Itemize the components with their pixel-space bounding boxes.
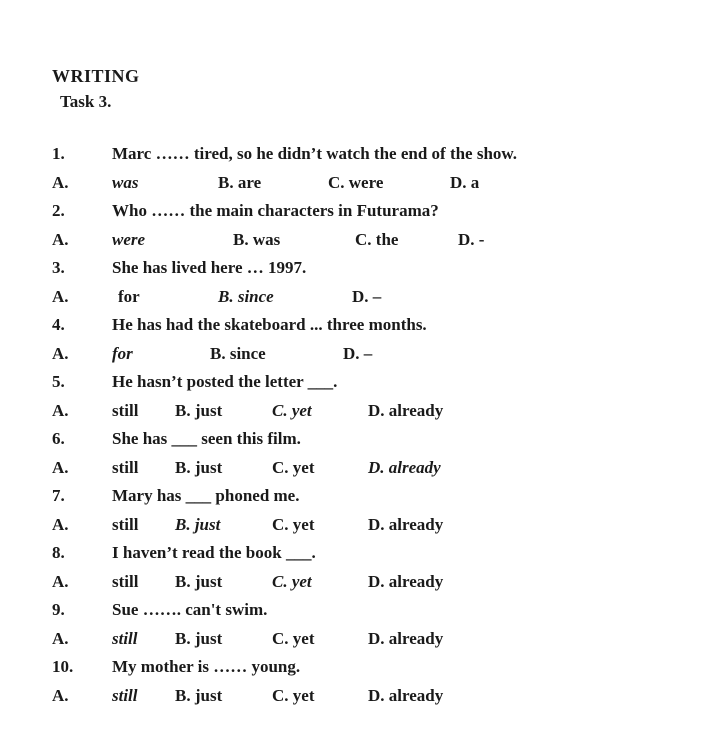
answer-option: C. yet	[272, 458, 315, 477]
task-label: Task 3.	[60, 92, 112, 111]
question-number: 6.	[52, 429, 65, 448]
answer-option: B. just	[175, 629, 223, 648]
answer-letter: A.	[52, 344, 69, 363]
answer-option: C. were	[328, 173, 384, 192]
answer-option: for	[118, 287, 140, 306]
answer-option: still	[112, 458, 139, 477]
answer-option: B. just	[175, 401, 223, 420]
answer-option: D. already	[368, 572, 444, 591]
answer-option: B. just	[175, 515, 221, 534]
question-text: He hasn’t posted the letter ___.	[112, 372, 338, 391]
question-number: 3.	[52, 258, 65, 277]
question-number: 9.	[52, 600, 65, 619]
question-number: 7.	[52, 486, 65, 505]
question-text: I haven’t read the book ___.	[112, 543, 316, 562]
answer-option: D. already	[368, 401, 444, 420]
answer-option: B. just	[175, 572, 223, 591]
answer-option: D. –	[352, 287, 382, 306]
question-text: Sue ……. can't swim.	[112, 600, 268, 619]
question-text: She has ___ seen this film.	[112, 429, 301, 448]
question-number: 10.	[52, 657, 74, 676]
answer-option: still	[112, 515, 139, 534]
question-text: Mary has ___ phoned me.	[112, 486, 300, 505]
question-number: 1.	[52, 144, 65, 163]
answer-option: B. since	[218, 287, 274, 306]
answer-option: still	[112, 572, 139, 591]
question-text: She has lived here … 1997.	[112, 258, 307, 277]
answer-option: C. yet	[272, 629, 315, 648]
question-number: 4.	[52, 315, 65, 334]
page-title: WRITING	[52, 66, 140, 86]
answer-letter: A.	[52, 686, 69, 705]
answer-option: B. since	[210, 344, 266, 363]
answer-letter: A.	[52, 173, 69, 192]
question-number: 5.	[52, 372, 65, 391]
answer-option: D. already	[368, 686, 444, 705]
answer-option: D. -	[458, 230, 485, 249]
answer-option: B. just	[175, 458, 223, 477]
answer-option: was	[112, 173, 139, 192]
answer-option: still	[112, 686, 138, 705]
answer-letter: A.	[52, 230, 69, 249]
answer-option: C. yet	[272, 572, 312, 591]
answer-letter: A.	[52, 572, 69, 591]
answer-letter: A.	[52, 515, 69, 534]
answer-option: D. already	[368, 629, 444, 648]
answer-option: D. already	[368, 458, 441, 477]
question-text: He has had the skateboard ... three months.	[112, 315, 427, 334]
answer-option: were	[112, 230, 146, 249]
answer-option: B. are	[218, 173, 262, 192]
answer-option: for	[112, 344, 133, 363]
answer-option: C. yet	[272, 515, 315, 534]
question-text: Marc …… tired, so he didn’t watch the end of the show.	[112, 144, 518, 163]
answer-option: D. already	[368, 515, 444, 534]
question-number: 2.	[52, 201, 65, 220]
answer-letter: A.	[52, 287, 69, 306]
question-text: Who …… the main characters in Futurama?	[112, 201, 439, 220]
answer-option: C. the	[355, 230, 399, 249]
answer-letter: A.	[52, 458, 69, 477]
answer-letter: A.	[52, 401, 69, 420]
answer-option: B. just	[175, 686, 223, 705]
question-text: My mother is …… young.	[112, 657, 301, 676]
answer-option: C. yet	[272, 686, 315, 705]
answer-option: D. a	[450, 173, 480, 192]
answer-option: still	[112, 629, 138, 648]
answer-option: still	[112, 401, 139, 420]
answer-option: D. –	[343, 344, 373, 363]
question-number: 8.	[52, 543, 65, 562]
answer-option: B. was	[233, 230, 281, 249]
answer-letter: A.	[52, 629, 69, 648]
answer-option: C. yet	[272, 401, 312, 420]
